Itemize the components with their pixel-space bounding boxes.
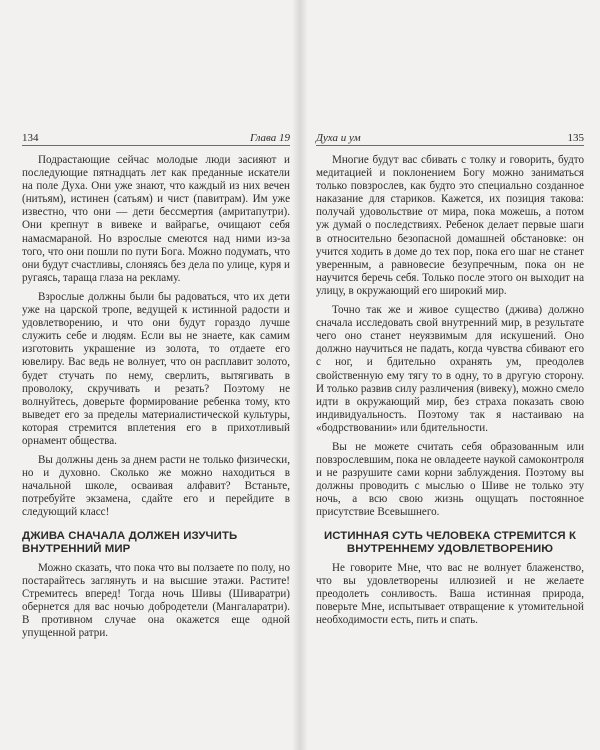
paragraph: Точно так же и живое существо (джива) должно сначала исследовать свой внутренний мир, в результате чего оно станет неуязвимым для искушений. Оно должно научиться не падать, когда чувства сбивают его с ног, и бдительно охранять ум, преодолев свойственную ему тягу то в одну, то в другую сторону. И только развив силу различения (вивеку), можно смело идти в окружающий мир, без страха показать свою индивидуальность. Поэтому так я настаиваю на «бодрствовании» или бдительности. — [316, 304, 584, 434]
paragraph: Подрастающие сейчас молодые люди засияют и последующие пятнадцать лет как преданные искатели на поле Духа. Они уже знают, что каждый из них вечен (нитьям), истинен (сатьям) и чист (павитрам). Им уже известно, что они — дети бессмертия (амритапутри). Они крепнут в вивеке и вайрагье, очищают себя намасмараной. Но взрослые смеются над ними из-за того, что они пошли по пути Бога. Можно подумать, что они будут счастливы, слоняясь без дела по улице, куря и ругаясь, таращa глаза на рекламу. — [22, 154, 290, 284]
right-page-header — [316, 128, 584, 146]
left-page — [22, 128, 290, 640]
book-gutter-shadow — [292, 0, 308, 750]
right-page — [316, 128, 584, 627]
paragraph: Не говорите Мне, что вас не волнует блаженство, что вы удовлетворены иллюзией и не желаете преодолеть сонливость. Ваша истинная природа, поверьте Мне, испытывает отвращение к утомительной необходимости есть, пить и спать. — [316, 561, 584, 626]
paragraph: Вы должны день за днем расти не только физически, но и духовно. Сколько же можно находиться в начальной школе, осваивая алфавит? Встаньте, потребуйте экзамена, сдайте его и перейдите в следующий класс! — [22, 454, 290, 519]
paragraph: Вы не можете считать себя образованным или повзрослевшим, пока не овладеете наукой самоконтроля и не разрушите сами корни заблуждения. Поэтому вы должны проводить с мыслью о Шиве не только эту ночь, а всю свою жизнь ощущать постоянное присутствие Всевышнего. — [316, 440, 584, 519]
paragraph: Многие будут вас сбивать с толку и говорить, будто медитацией и поклонением Богу можно заниматься только повзрослев, как будто это специально созданное наказание для стариков. Кажется, их позиция такова: получай удовольствие от мира, пока можешь, а потом уж думай о последствиях. Ребенок делает первые шаги в относительно безопасной домашней обстановке: он учится ходить в доме до тех пор, пока его шаг не станет уверенным, а равновесие безупречным, пока он не научится беречь себя. Только после этого он выходит на улицу, в окружающий его широкий мир. — [316, 154, 584, 297]
right-page-body — [316, 154, 584, 627]
page-number: 134 — [22, 132, 39, 144]
section-heading: ИСТИННАЯ СУТЬ ЧЕЛОВЕКА СТРЕМИТСЯ К ВНУТРЕННЕМУ УДОВЛЕТВОРЕНИЮ — [323, 529, 577, 555]
page-number: 135 — [567, 132, 584, 144]
paragraph: Можно сказать, что пока что вы ползаете по полу, но постарайтесь заглянуть и на высшие этажи. Растите! Стремитесь вперед! Тогда ночь Шивы (Шиваратри) обернется для вас ночью добродетели (Мангаларатри). В противном случае она окажется еще одной упущенной ратри. — [22, 561, 290, 639]
section-heading: ДЖИВА СНАЧАЛА ДОЛЖЕН ИЗУЧИТЬ ВНУТРЕННИЙ МИР — [22, 529, 238, 555]
left-page-header — [22, 128, 290, 146]
paragraph: Взрослые должны были бы радоваться, что их дети уже на царской тропе, ведущей к истинной радости и удовлетворению, и что они будут гораздо лучше служить себе и людям. Если вы не знаете, как самим изготовить украшение из золота, то отдаете его ювелиру. Вас ведь не волнует, что он расплавит золото, будет стучать по нему, сверлить, вытягивать в проволоку, скручивать и резать? Поэтому не волнуйтесь, доверьте формирование ребенка тому, кто выведет его за пределы материалистической культуры, которая стремится вплетения его в прихотливый орнамент общества. — [22, 290, 290, 447]
left-page-body — [22, 154, 290, 640]
running-head: Духа и ум — [316, 132, 361, 144]
running-head: Глава 19 — [249, 132, 290, 144]
